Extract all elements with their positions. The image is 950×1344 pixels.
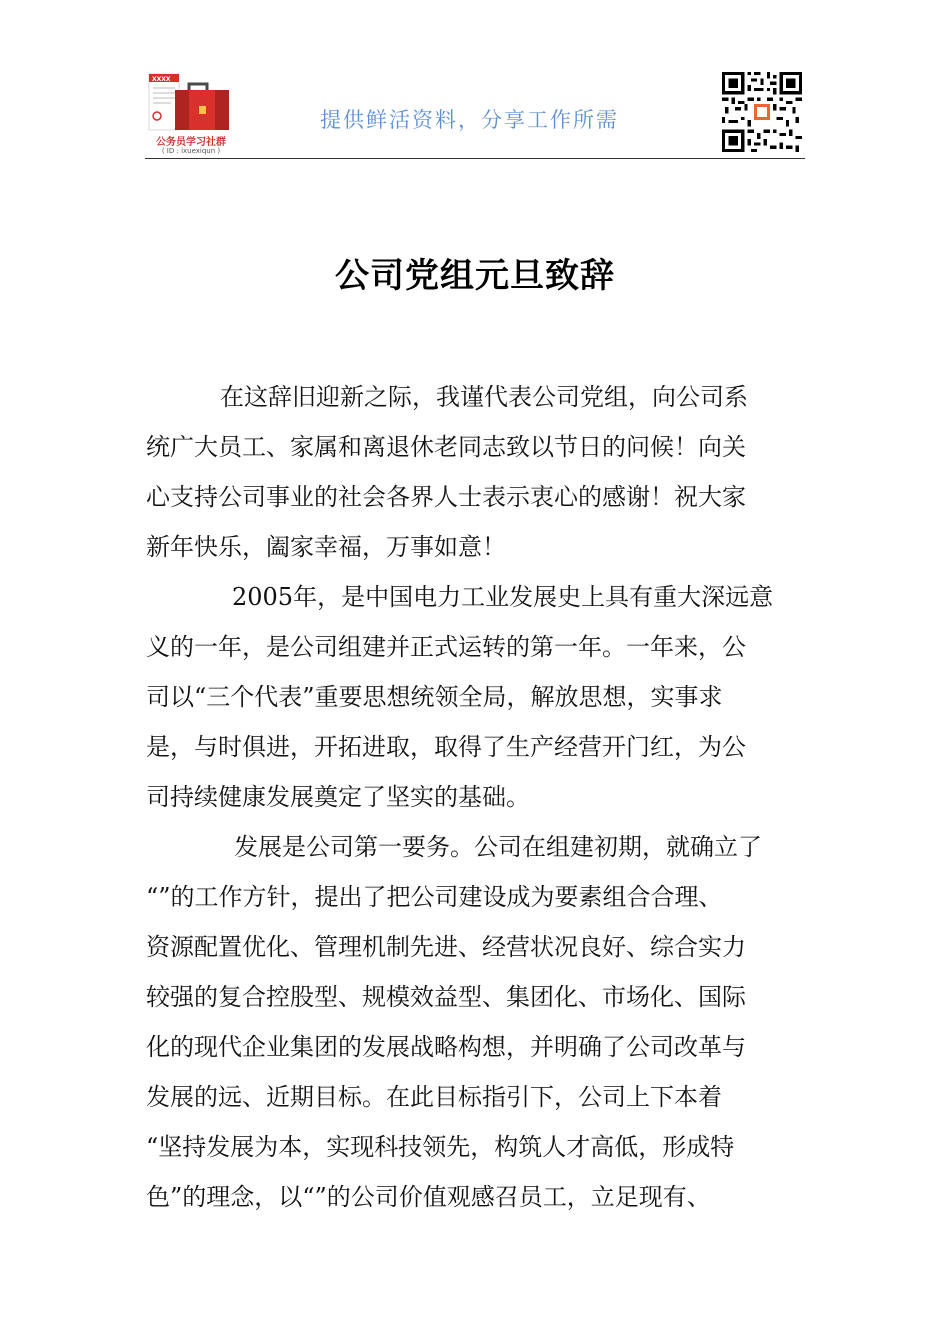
body-line: 在这辞旧迎新之际，我谨代表公司党组，向公司系 xyxy=(220,383,748,411)
body-line: “”的工作方针，提出了把公司建设成为要素组合合理、 xyxy=(146,883,723,911)
body-line: 化的现代企业集团的发展战略构想，并明确了公司改革与 xyxy=(146,1033,746,1061)
body-line: 义的一年，是公司组建并正式运转的第一年。一年来，公 xyxy=(146,633,746,661)
page-header xyxy=(145,70,805,158)
logo xyxy=(145,70,237,158)
body-line: 发展是公司第一要务。公司在组建初期，就确立了 xyxy=(234,833,762,861)
body-line: 统广大员工、家属和离退休老同志致以节日的问候！向关 xyxy=(146,433,746,461)
body-line: 较强的复合控股型、规模效益型、集团化、市场化、国际 xyxy=(146,983,746,1011)
header-slogan: 提供鲜活资料，分享工作所需 xyxy=(320,108,619,132)
logo-badge-text: XXXX xyxy=(152,76,171,83)
body-line: 新年快乐，阖家幸福，万事如意！ xyxy=(146,533,506,561)
body-line: 2005年，是中国电力工业发展史上具有重大深远意 xyxy=(232,583,774,611)
logo-id-text: ( ID : ixuexiqun ) xyxy=(161,147,221,155)
body-line: 发展的远、近期目标。在此目标指引下，公司上下本着 xyxy=(146,1083,722,1111)
logo-caption: 公务员学习社群 xyxy=(156,137,226,148)
body-line: 心支持公司事业的社会各界人士表示衷心的感谢！祝大家 xyxy=(146,483,746,511)
body-line: 是，与时俱进，开拓进取，取得了生产经营开门红，为公 xyxy=(146,733,746,761)
body-line: 色”的理念，以“”的公司价值观感召员工，立足现有、 xyxy=(146,1183,711,1211)
document-title: 公司党组元旦致辞 xyxy=(335,256,615,296)
document-body xyxy=(146,372,806,1222)
body-line: “坚持发展为本，实现科技领先，构筑人才高低，形成特 xyxy=(146,1133,735,1161)
body-line: 司持续健康发展奠定了坚实的基础。 xyxy=(146,783,530,811)
body-line: 司以“三个代表”重要思想统领全局，解放思想，实事求 xyxy=(146,683,723,711)
qr-code-icon xyxy=(722,72,802,152)
header-divider xyxy=(145,158,805,159)
body-line: 资源配置优化、管理机制先进、经营状况良好、综合实力 xyxy=(146,933,746,961)
